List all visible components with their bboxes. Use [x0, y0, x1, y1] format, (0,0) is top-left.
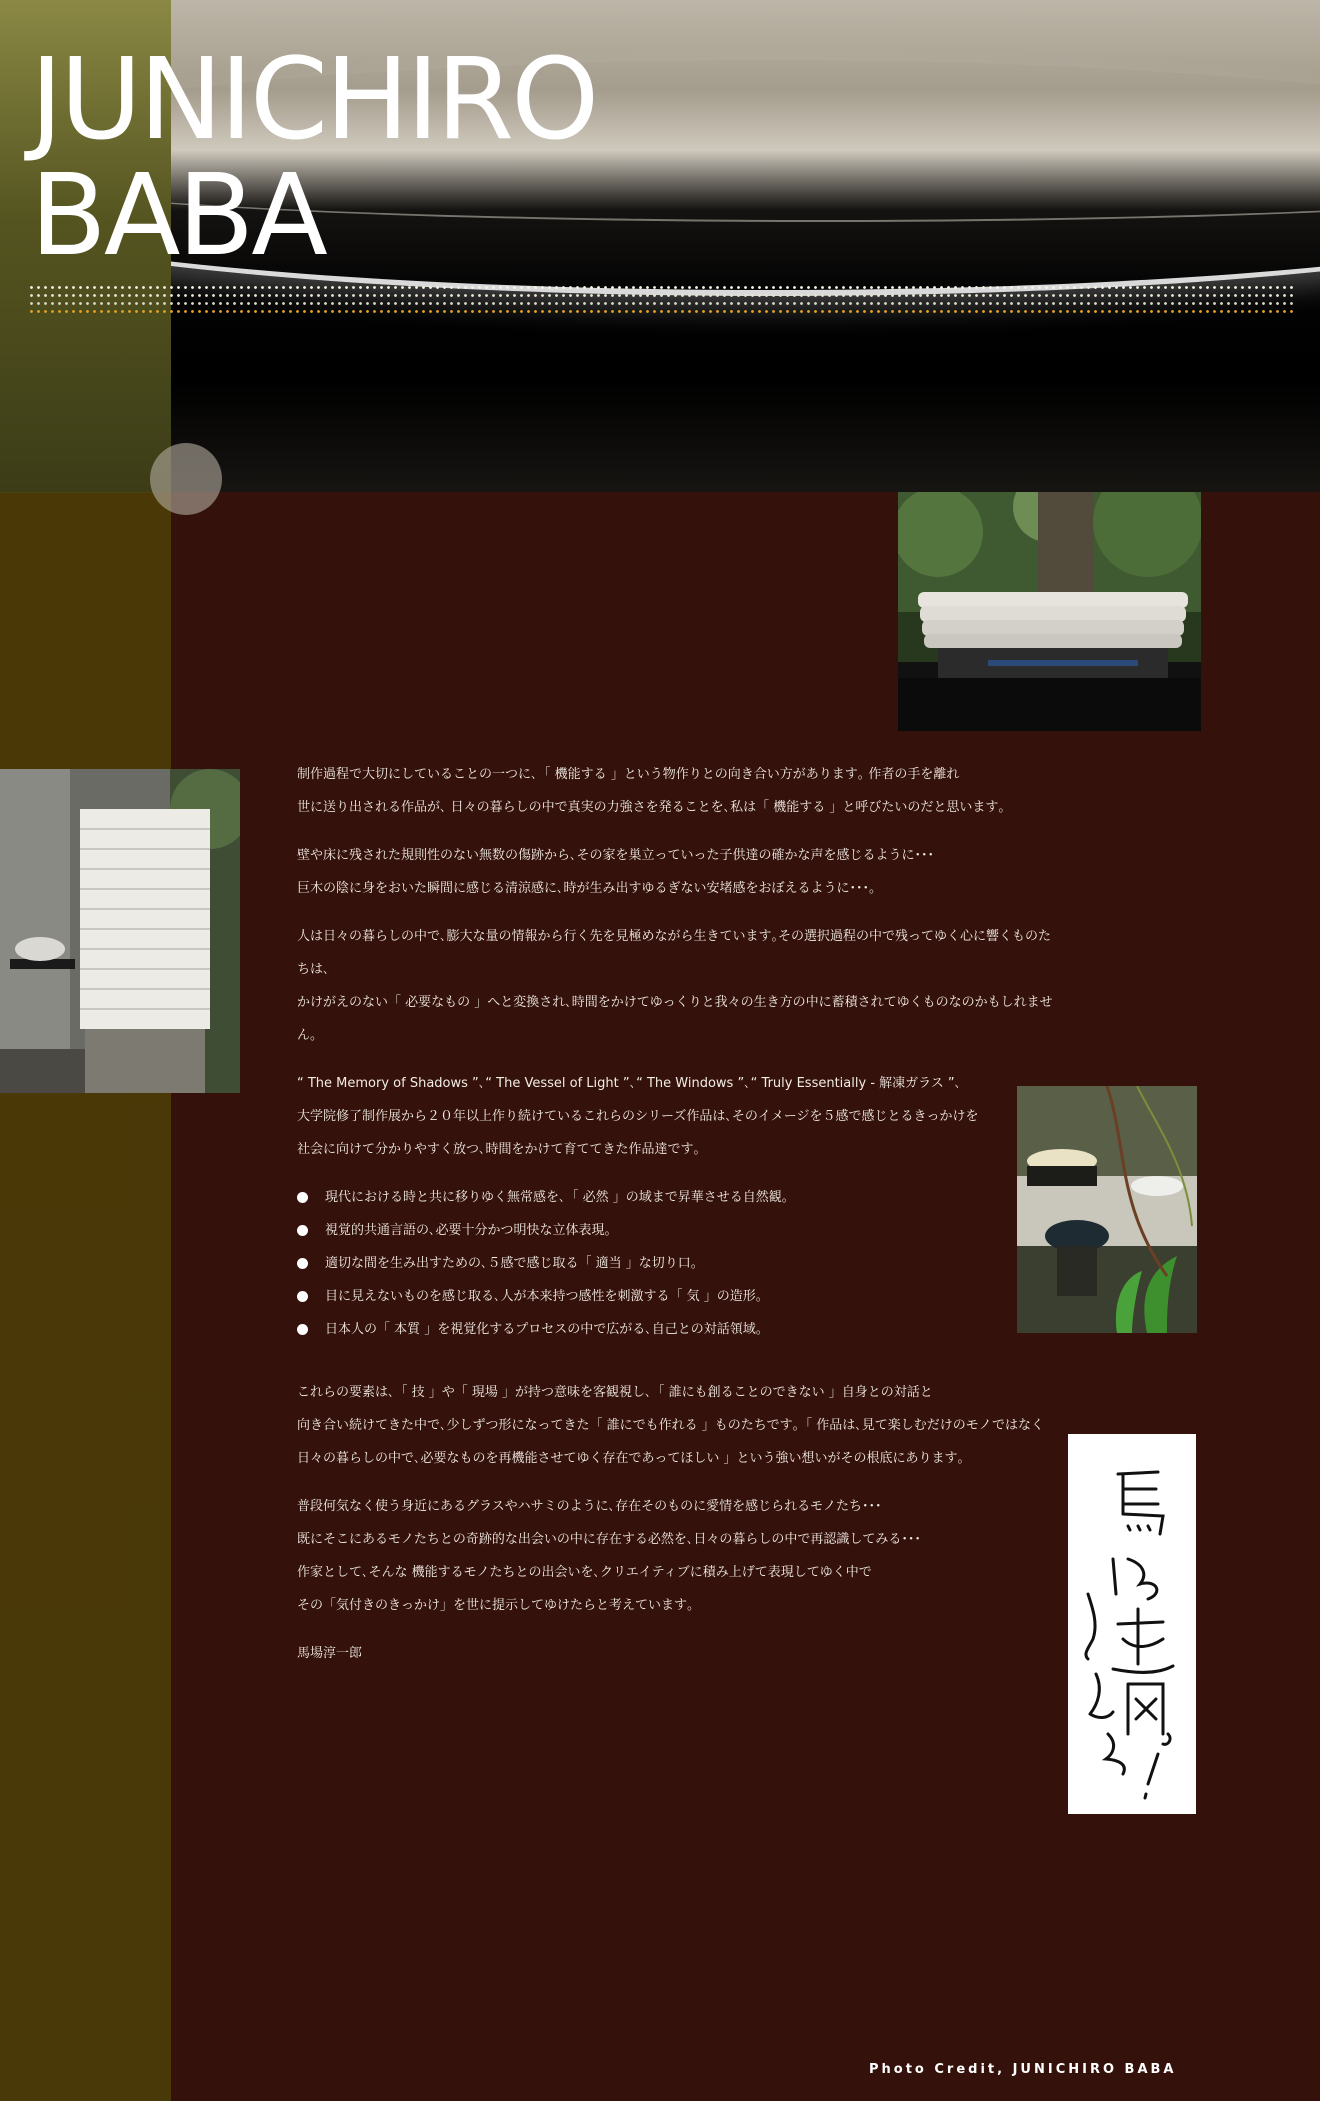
text-line: かけがえのない「 必要なもの 」へと変換され､時間をかけてゆっくりと我々の生き方の中に蓄積されてゆくものなのかもしれません｡	[297, 995, 1053, 1043]
list-item: 日本人の「 本質 」を視覚化するプロセスの中で広がる､自己との対話領域｡	[297, 1313, 1057, 1346]
statement-text	[297, 758, 1057, 1685]
text-line: 既にそこにあるモノたちとの奇跡的な出会いの中に存在する必然を､日々の暮らしの中で再認識してみる･･･	[297, 1532, 921, 1547]
concept-list	[297, 1181, 1057, 1346]
list-item: 目に見えないものを感じ取る､人が本来持つ感性を刺激する「 気 」の造形｡	[297, 1280, 1057, 1313]
calligraphy-artwork	[1068, 1434, 1196, 1814]
page-title	[30, 35, 597, 281]
title-line-1: JUNICHIRO	[30, 35, 597, 165]
text-line: その「気付きのきっかけ」を世に提示してゆけたらと考えています｡	[297, 1598, 694, 1613]
photo-glass-sculpture-outdoor	[898, 492, 1201, 731]
text-line: 大学院修了制作展から２０年以上作り続けているこれらのシリーズ作品は､そのイメージを５感で感じとるきっかけを	[297, 1109, 979, 1124]
text-line: 人は日々の暮らしの中で､膨大な量の情報から行く先を見極めながら生きています｡その選択過程の中で残ってゆく心に響くものたちは､	[297, 929, 1052, 977]
author-signature: 馬場淳一郎	[297, 1646, 363, 1661]
paragraph-2	[297, 839, 1057, 905]
text-line: 向き合い続けてきた中で､少しずつ形になってきた「 誰にでも作れる 」ものたちです｡「 作品は､見て楽しむだけのモノではなく	[297, 1418, 1045, 1433]
text-line: “ The Memory of Shadows ”､“ The Vessel of Light ”､“ The Windows ”､“ Truly Essentially - 解凍ガラス ”､	[297, 1076, 962, 1091]
dot-divider-3	[28, 302, 1294, 305]
paragraph-5	[297, 1376, 1057, 1475]
text-line: 壁や床に残された規則性のない無数の傷跡から､その家を巣立っていった子供達の確かな声を感じるように･･･	[297, 848, 935, 863]
title-line-2: BABA	[30, 151, 325, 281]
paragraph-3	[297, 920, 1057, 1052]
calligraphy-credit: ©Junichiro Baba	[1068, 1796, 1171, 1812]
photo-glass-tower	[0, 769, 240, 1093]
paragraph-4	[297, 1067, 1057, 1166]
dot-divider-1	[28, 286, 1294, 289]
list-item: 視覚的共通言語の､必要十分かつ明快な立体表現｡	[297, 1214, 1057, 1247]
text-line: 巨木の陰に身をおいた瞬間に感じる清涼感に､時が生み出すゆるぎない安堵感をおぼえるように･･･｡	[297, 881, 876, 896]
text-line: これらの要素は､「 技 」や「 現場 」が持つ意味を客観視し､「 誰にも創ることのできない 」自身との対話と	[297, 1385, 933, 1400]
list-item: 現代における時と共に移りゆく無常感を､「 必然 」の域まで昇華させる自然観｡	[297, 1181, 1057, 1214]
text-line: 社会に向けて分かりやすく放つ､時間をかけて育ててきた作品達です｡	[297, 1142, 701, 1157]
photo-credit: Photo Credit, JUNICHIRO BABA	[869, 2062, 1177, 2077]
paragraph-6	[297, 1490, 1057, 1622]
paragraph-1	[297, 758, 1057, 824]
text-line: 日々の暮らしの中で､必要なものを再機能させてゆく存在であってほしい 」という強い想いがその根底にあります｡	[297, 1451, 965, 1466]
decorative-circle	[150, 443, 222, 515]
dot-divider-orange	[28, 310, 1294, 313]
dot-divider-2	[28, 294, 1294, 297]
text-line: 作家として､そんな 機能するモノたちとの出会いを､クリエイティブに積み上げて表現してゆく中で	[297, 1565, 872, 1580]
list-item: 適切な間を生み出すための､５感で感じ取る「 適当 」な切り口｡	[297, 1247, 1057, 1280]
text-line: 普段何気なく使う身近にあるグラスやハサミのように､存在そのものに愛情を感じられるモノたち･･･	[297, 1499, 882, 1514]
text-line: 制作過程で大切にしていることの一つに､「 機能する 」という物作りとの向き合い方があります｡ 作者の手を離れ	[297, 767, 960, 782]
text-line: 世に送り出される作品が､ 日々の暮らしの中で真実の力強さを発ることを､私は「 機能する 」と呼びたいのだと思います｡	[297, 800, 1005, 815]
